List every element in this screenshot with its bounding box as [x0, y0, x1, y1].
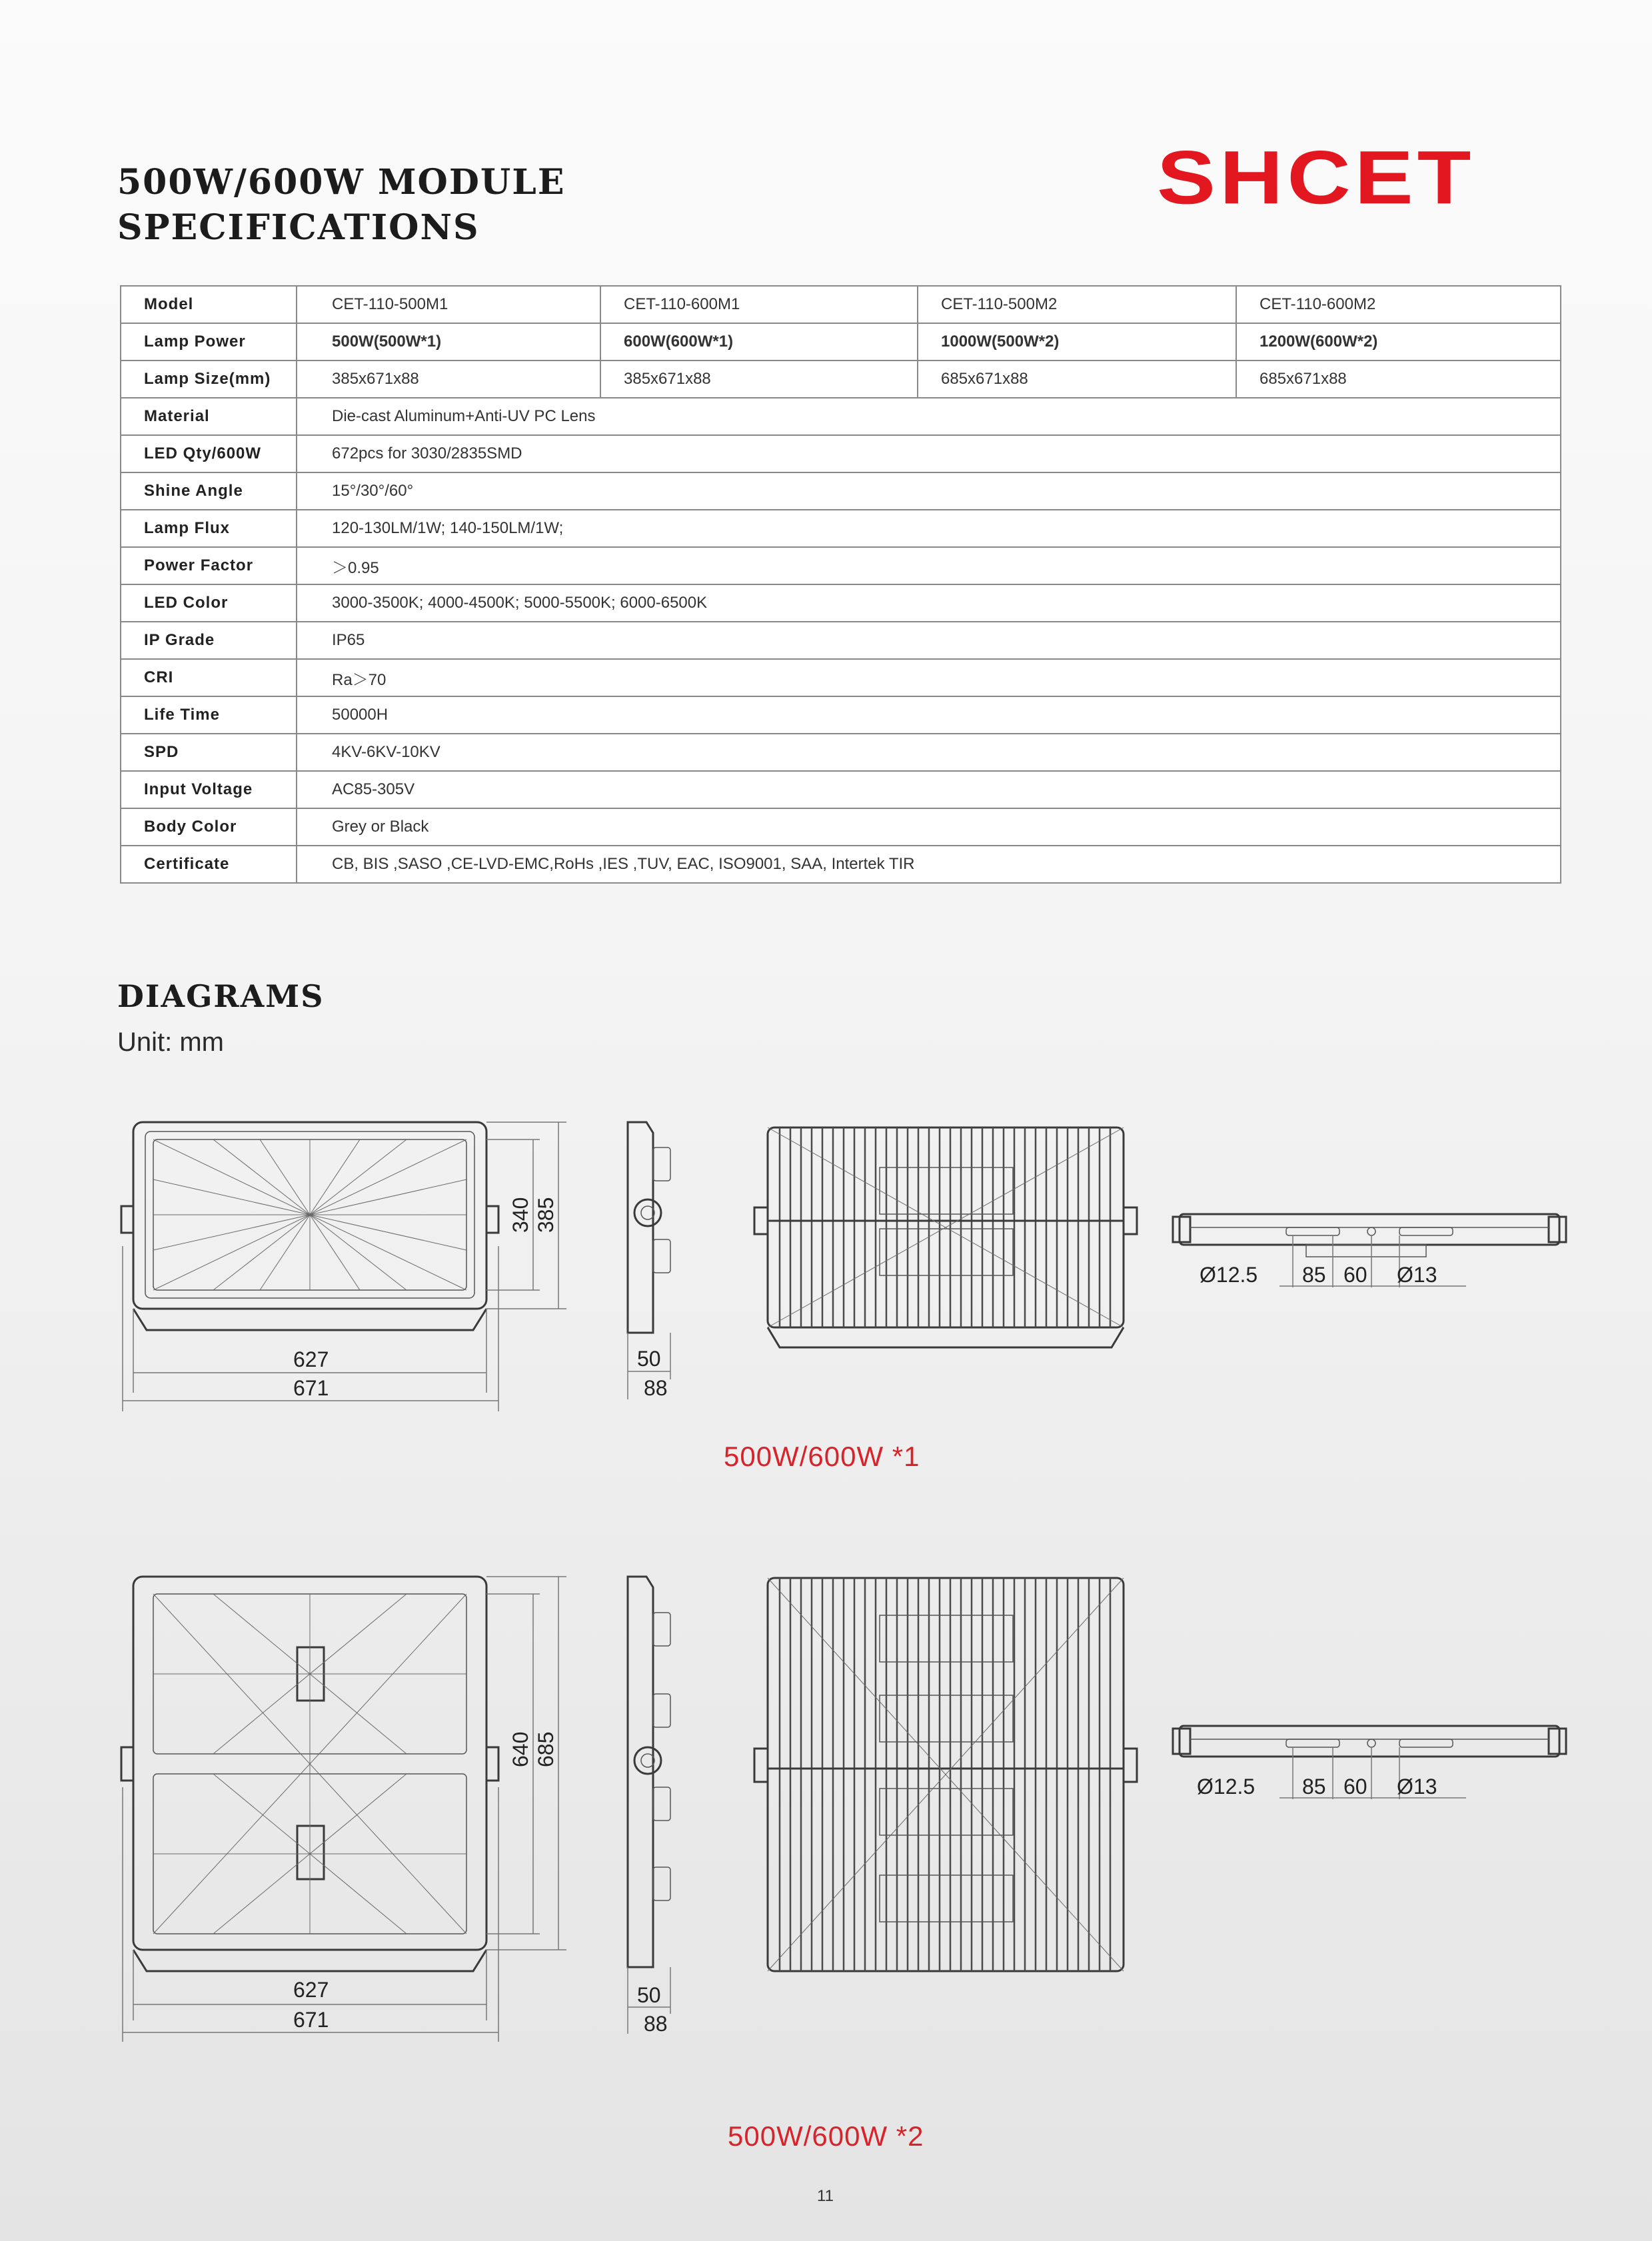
spec-label: Input Voltage [121, 771, 297, 808]
diagrams-title: DIAGRAMS [117, 978, 325, 1014]
dim-width-outer: 671 [293, 1376, 329, 1400]
spec-value: ＞0.95 [297, 547, 1561, 584]
dim-hole-large: Ø13 [1397, 1263, 1437, 1287]
dim-height-inner: 340 [508, 1197, 532, 1233]
spec-cell: CET-110-500M2 [918, 286, 1236, 323]
single-front-view [113, 1113, 593, 1419]
dim-hole-small: Ø12.5 [1200, 1263, 1258, 1287]
spec-value: 672pcs for 3030/2835SMD [297, 435, 1561, 472]
spec-value: AC85-305V [297, 771, 1561, 808]
dim-height-outer: 385 [534, 1197, 558, 1233]
spec-cell: 385x671x88 [600, 361, 918, 398]
spec-value: IP65 [297, 622, 1561, 659]
dim-depth-outer: 88 [644, 1376, 668, 1400]
spec-label: Certificate [121, 846, 297, 883]
single-bracket-view [1173, 1207, 1573, 1307]
spec-row [121, 734, 1561, 771]
spec-label: Body Color [121, 808, 297, 846]
dim-width-inner: 627 [293, 1347, 329, 1371]
dim-height-inner: 640 [508, 1731, 532, 1767]
dim-spacing-a: 85 [1302, 1263, 1326, 1287]
spec-row [121, 547, 1561, 584]
spec-cell: 685x671x88 [1236, 361, 1561, 398]
dim-spacing-b: 60 [1343, 1263, 1367, 1287]
spec-row [121, 510, 1561, 547]
caption-single: 500W/600W *1 [724, 1441, 920, 1472]
spec-label: Model [121, 286, 297, 323]
dim-depth-inner: 50 [637, 1983, 661, 2007]
spec-value: 50000H [297, 696, 1561, 734]
spec-row [121, 808, 1561, 846]
single-side-view [613, 1113, 713, 1406]
spec-label: SPD [121, 734, 297, 771]
brand-logo: SHCET [1157, 135, 1475, 220]
spec-table [120, 285, 1561, 884]
dim-spacing-a: 85 [1302, 1775, 1326, 1799]
spec-label: LED Color [121, 584, 297, 622]
dim-spacing-b: 60 [1343, 1775, 1367, 1799]
spec-cell: 385x671x88 [297, 361, 600, 398]
double-bracket-view [1173, 1719, 1573, 1819]
spec-value: 4KV-6KV-10KV [297, 734, 1561, 771]
spec-label: Life Time [121, 696, 297, 734]
dim-depth-inner: 50 [637, 1347, 661, 1371]
spec-row-size [121, 361, 1561, 398]
spec-row [121, 584, 1561, 622]
dim-width-outer: 671 [293, 2008, 329, 2032]
double-back-view [746, 1569, 1146, 1995]
spec-cell: CET-110-600M1 [600, 286, 918, 323]
page-number: 11 [817, 2187, 834, 2205]
dim-hole-large: Ø13 [1397, 1775, 1437, 1799]
spec-value: Ra＞70 [297, 659, 1561, 696]
spec-label: Lamp Flux [121, 510, 297, 547]
double-front-view [113, 1567, 593, 2047]
spec-label: Shine Angle [121, 472, 297, 510]
spec-row [121, 472, 1561, 510]
spec-cell: CET-110-500M1 [297, 286, 600, 323]
dim-height-outer: 685 [534, 1731, 558, 1767]
spec-value: Die-cast Aluminum+Anti-UV PC Lens [297, 398, 1561, 435]
spec-label: Lamp Size(mm) [121, 361, 297, 398]
spec-row [121, 696, 1561, 734]
spec-row [121, 771, 1561, 808]
single-back-view [746, 1121, 1146, 1354]
caption-double: 500W/600W *2 [728, 2120, 924, 2152]
spec-label: CRI [121, 659, 297, 696]
spec-cell: 1000W(500W*2) [918, 323, 1236, 361]
spec-row [121, 659, 1561, 696]
spec-cell: 500W(500W*1) [297, 323, 600, 361]
spec-value: 15°/30°/60° [297, 472, 1561, 510]
spec-label: Material [121, 398, 297, 435]
dim-width-inner: 627 [293, 1978, 329, 2002]
title-line-1: 500W/600W MODULE [117, 162, 566, 203]
spec-row [121, 435, 1561, 472]
spec-label: IP Grade [121, 622, 297, 659]
spec-row [121, 398, 1561, 435]
spec-value: 3000-3500K; 4000-4500K; 5000-5500K; 6000-6500K [297, 584, 1561, 622]
spec-label: Lamp Power [121, 323, 297, 361]
unit-label: Unit: mm [117, 1028, 224, 1057]
spec-value: 120-130LM/1W; 140-150LM/1W; [297, 510, 1561, 547]
spec-value: Grey or Black [297, 808, 1561, 846]
spec-row-power [121, 323, 1561, 361]
spec-row [121, 622, 1561, 659]
dim-hole-small: Ø12.5 [1197, 1775, 1255, 1799]
spec-row [121, 846, 1561, 883]
spec-cell: CET-110-600M2 [1236, 286, 1561, 323]
page-title [117, 160, 565, 251]
spec-value: CB, BIS ,SASO ,CE-LVD-EMC,RoHs ,IES ,TUV, EAC, ISO9001, SAA, Intertek TIR [297, 846, 1561, 883]
title-line-2: SPECIFICATIONS [117, 207, 480, 248]
spec-cell: 685x671x88 [918, 361, 1236, 398]
spec-cell: 600W(600W*1) [600, 323, 918, 361]
spec-label: Power Factor [121, 547, 297, 584]
spec-cell: 1200W(600W*2) [1236, 323, 1561, 361]
dim-depth-outer: 88 [644, 2012, 668, 2036]
spec-row-model [121, 286, 1561, 323]
spec-label: LED Qty/600W [121, 435, 297, 472]
double-side-view [613, 1567, 713, 2040]
